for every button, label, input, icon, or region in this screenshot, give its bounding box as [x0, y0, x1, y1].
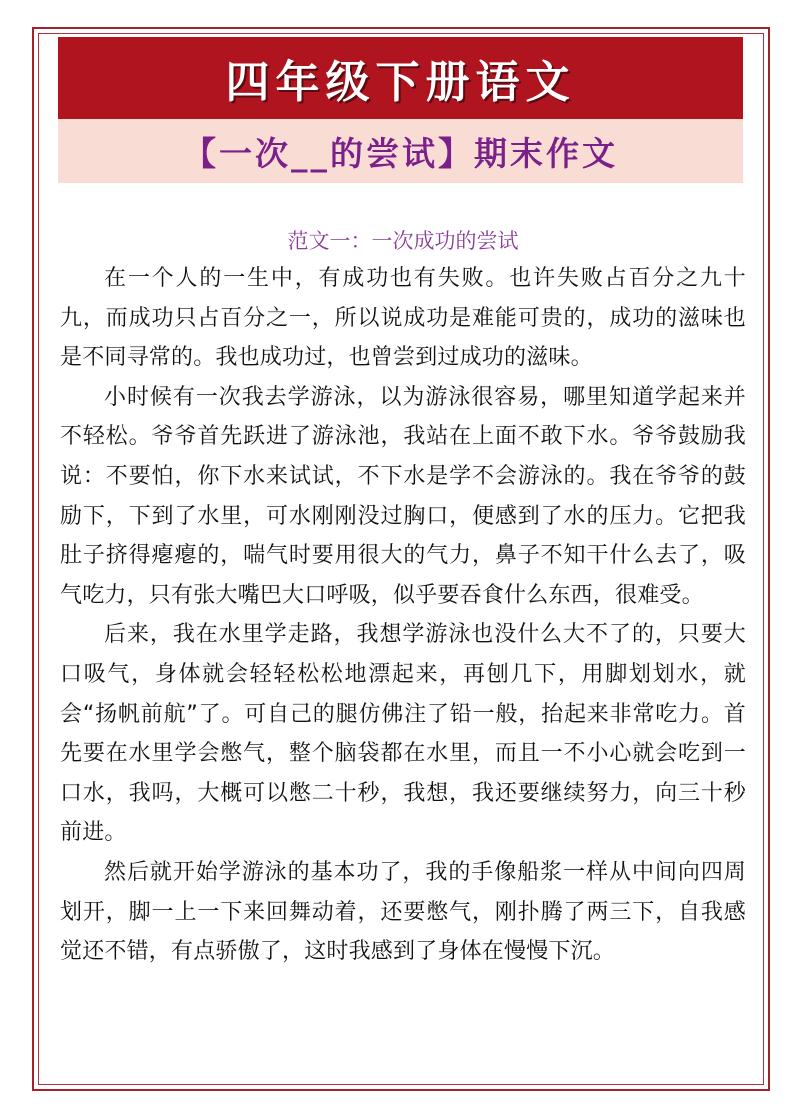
essay-paragraph-1: 在一个人的一生中，有成功也有失败。也许失败占百分之九十九，而成功只占百分之一，所以说成功是难能可贵的，成功的滋味也是不同寻常的。我也成功过，也曾尝到过成功的滋味。: [60, 266, 746, 371]
subtitle-banner: [58, 119, 743, 183]
essay-paragraph-2: 小时候有一次我去学游泳，以为游泳很容易，哪里知道学起来并不轻松。爷爷首先跃进了游泳池，我站在上面不敢下水。爷爷鼓励我说：不要怕，你下水来试试，不下水是学不会游泳的。我在爷爷的鼓励下，下到了水里，可水刚刚没过胸口，便感到了水的压力。它把我肚子挤得瘪瘪的，喘气时要用很大的气力，鼻子不知干什么去了，吸气吃力，只有张大嘴巴大口呼吸，似乎要吞食什么东西，很难受。: [60, 384, 746, 608]
essay-body: [60, 225, 746, 972]
page-subtitle: 【一次__的尝试】期末作文: [183, 133, 618, 173]
essay-heading: 范文一：一次成功的尝试: [287, 229, 519, 253]
page-title: 四年级下册语文: [225, 57, 576, 108]
essay-paragraph-3: 后来，我在水里学走路，我想学游泳也没什么大不了的，只要大口吸气，身体就会轻轻松松地漂起来，再刨几下，用脚划划水，就会“扬帆前航”了。可自己的腿仿佛注了铅一般，抬起来非常吃力。首先要在水里学会憋气，整个脑袋都在水里，而且一不小心就会吃到一口水，我吗，大概可以憋二十秒，我想，我还要继续努力，向三十秒前进。: [60, 622, 746, 846]
essay-paragraph-4: 然后就开始学游泳的基本功了，我的手像船浆一样从中间向四周划开，脚一上一下来回舞动着，还要憋气，刚扑腾了两三下，自我感觉还不错，有点骄傲了，这时我感到了身体在慢慢下沉。: [60, 859, 746, 965]
title-banner: [58, 37, 743, 119]
